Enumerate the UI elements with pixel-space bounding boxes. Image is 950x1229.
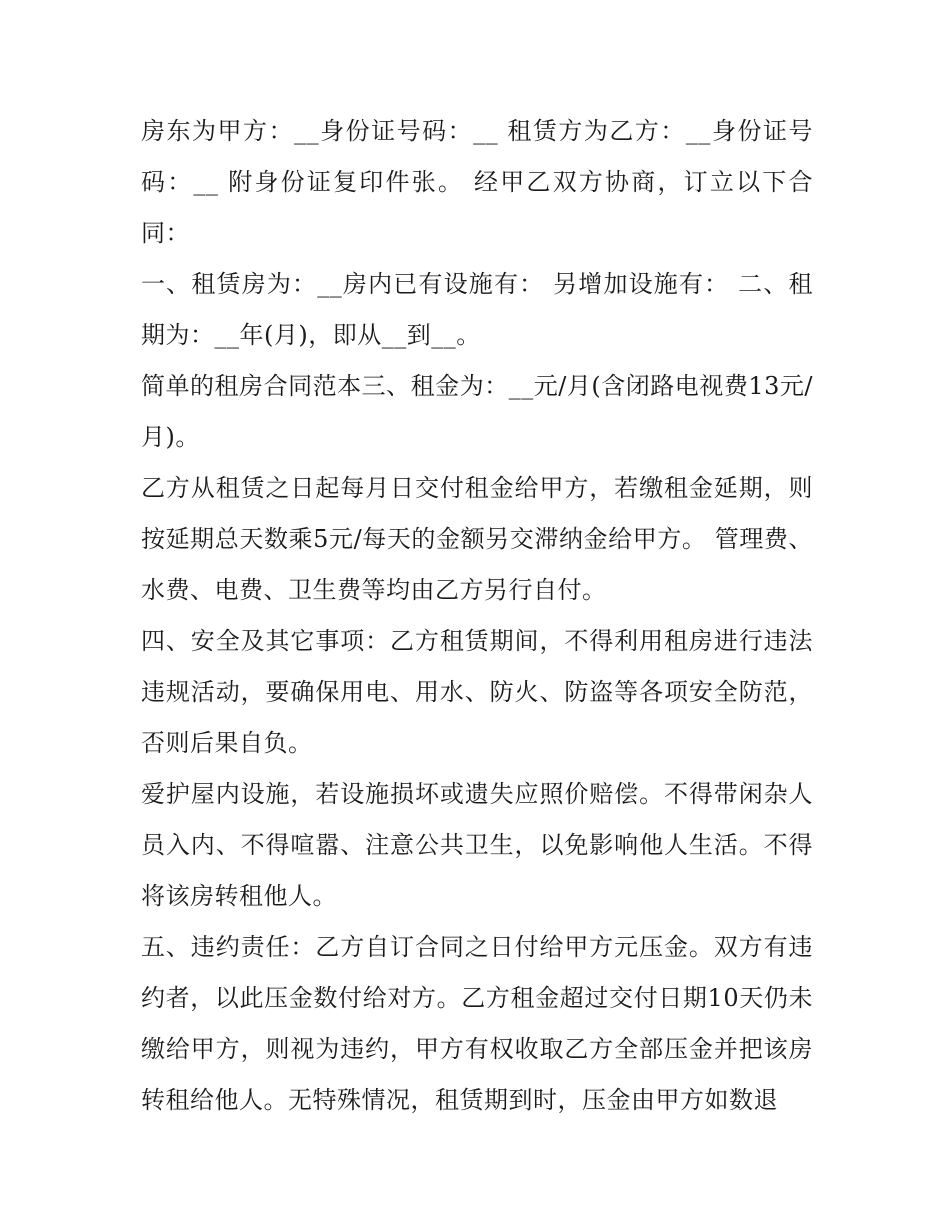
paragraph-clause-1-2: 一、租赁房为：__房内已有设施有： 另增加设施有： 二、租期为：__年(月)，即从__到__。	[141, 270, 813, 349]
paragraph-rent-payment: 乙方从租赁之日起每月日交付租金给甲方，若缴租金延期，则按延期总天数乘5元/每天的金额另交滞纳金给甲方。 管理费、水费、电费、卫生费等均由乙方另行自付。	[141, 474, 813, 604]
paragraph-clause-5-liability: 五、违约责任：乙方自订合同之日付给甲方元压金。双方有违约者，以此压金数付给对方。乙方租金超过交付日期10天仍未缴给甲方，则视为违约，甲方有权收取乙方全部压金并把该房转租给他人。无特殊情况，租赁期到时，压金由甲方如数退	[141, 933, 813, 1114]
document-body	[141, 106, 813, 1126]
paragraph-clause-4-safety: 四、安全及其它事项：乙方租赁期间，不得利用租房进行违法违规活动，要确保用电、用水、防火、防盗等各项安全防范，否则后果自负。	[141, 627, 813, 757]
paragraph-facilities: 爱护屋内设施，若设施损坏或遗失应照价赔偿。不得带闲杂人员入内、不得喧嚣、注意公共卫生，以免影响他人生活。不得将该房转租他人。	[141, 780, 813, 910]
paragraph-parties: 房东为甲方：__身份证号码：__ 租赁方为乙方：__身份证号码：__ 附身份证复印件张。 经甲乙双方协商，订立以下合同：	[141, 117, 813, 247]
paragraph-clause-3-rent: 简单的租房合同范本三、租金为：__元/月(含闭路电视费13元/月)。	[141, 372, 813, 451]
